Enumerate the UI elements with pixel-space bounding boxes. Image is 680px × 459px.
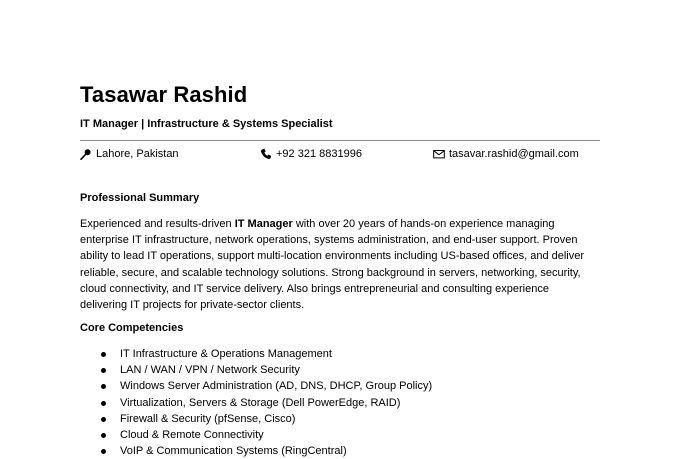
bullet-icon bbox=[101, 417, 106, 422]
list-item bbox=[80, 411, 432, 427]
competency-text: VoIP & Communication Systems (RingCentral) bbox=[120, 445, 347, 458]
competency-text: Firewall & Security (pfSense, Cisco) bbox=[120, 412, 296, 425]
envelope-icon bbox=[433, 148, 445, 160]
location-text: Lahore, Pakistan bbox=[96, 148, 179, 160]
bullet-icon bbox=[101, 352, 106, 357]
summary-line bbox=[80, 216, 600, 232]
phone-text[interactable]: +92 321 8831996 bbox=[276, 148, 362, 160]
email-text[interactable]: tasavar.rashid@gmail.com bbox=[449, 148, 579, 160]
phone-icon bbox=[260, 148, 272, 160]
list-item bbox=[80, 362, 432, 378]
list-item bbox=[80, 443, 432, 459]
map-pin-icon bbox=[80, 148, 92, 160]
bullet-icon bbox=[101, 401, 106, 406]
competencies-heading: Core Competencies bbox=[80, 322, 184, 334]
bullet-icon bbox=[101, 368, 106, 373]
competency-text: Cloud & Remote Connectivity bbox=[120, 428, 264, 441]
candidate-name: Tasawar Rashid bbox=[80, 82, 248, 107]
header-divider bbox=[80, 140, 600, 141]
bullet-icon bbox=[101, 449, 106, 454]
competencies-list bbox=[80, 346, 432, 459]
job-headline: IT Manager | Infrastructure & Systems Specialist bbox=[80, 118, 333, 130]
summary-line: cloud connectivity, and IT service delivery. Also brings entrepreneurial and consulting experience bbox=[80, 282, 549, 295]
list-item bbox=[80, 395, 432, 411]
competency-text: LAN / WAN / VPN / Network Security bbox=[120, 364, 300, 377]
competency-text: IT Infrastructure & Operations Management bbox=[120, 348, 332, 360]
list-item bbox=[80, 427, 432, 443]
resume-page bbox=[80, 0, 600, 459]
list-item bbox=[80, 378, 432, 394]
contact-location bbox=[80, 148, 179, 160]
summary-text: Experienced and results-driven bbox=[80, 218, 235, 230]
professional-summary bbox=[80, 216, 600, 313]
summary-line: delivering IT projects for private-sector clients. bbox=[80, 299, 305, 312]
competency-text: Virtualization, Servers & Storage (Dell PowerEdge, RAID) bbox=[120, 396, 401, 409]
summary-text: with over 20 years of hands-on experience managing bbox=[292, 218, 555, 230]
bullet-icon bbox=[101, 384, 106, 389]
summary-line: enterprise IT infrastructure, network operations, systems administration, and end-user support. Proven bbox=[80, 234, 578, 247]
summary-heading: Professional Summary bbox=[80, 192, 200, 204]
contact-phone bbox=[260, 148, 362, 160]
list-item bbox=[80, 346, 432, 362]
bullet-icon bbox=[101, 433, 106, 438]
summary-line: ability to lead IT operations, support multi-location environments including US-based offices, and deliver bbox=[80, 250, 585, 263]
competency-text: Windows Server Administration (AD, DNS, DHCP, Group Policy) bbox=[120, 380, 433, 393]
summary-emphasis: IT Manager bbox=[234, 218, 293, 230]
summary-line: reliable, secure, and scalable technology solutions. Strong background in servers, networking, security, bbox=[80, 266, 581, 279]
contact-email bbox=[433, 148, 579, 160]
